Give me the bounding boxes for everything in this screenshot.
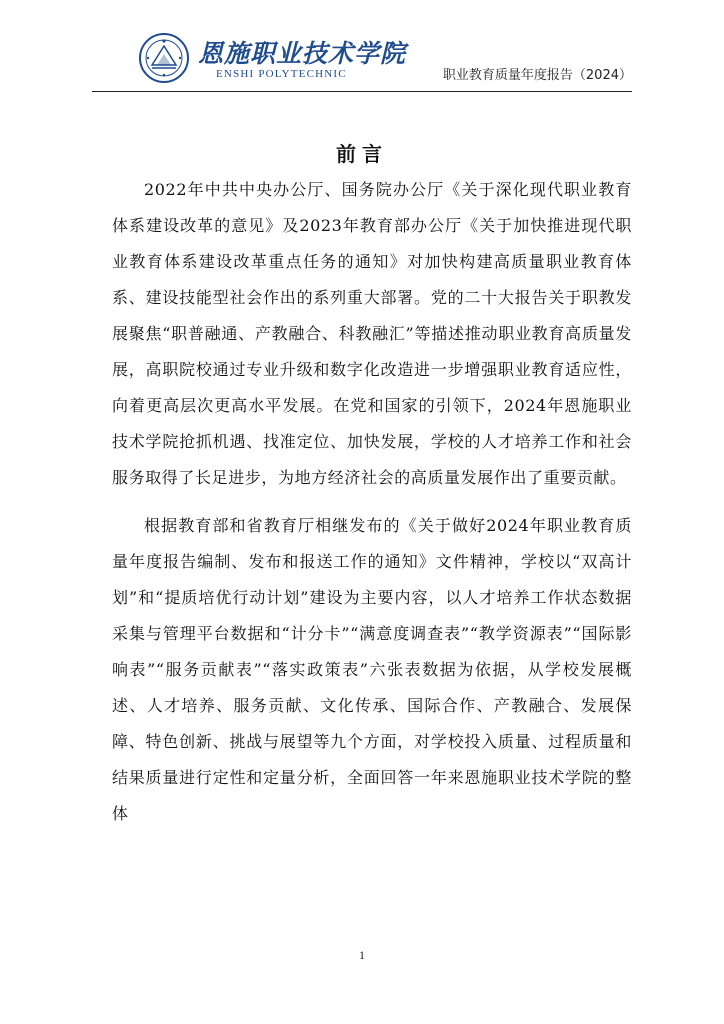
paragraph-2: 根据教育部和省教育厅相继发布的《关于做好2024年职业教育质量年度报告编制、发布和报送工作的通知》文件精神，学校以“双高计划”和“提质培优行动计划”建设为主要内容，以人才培养工作状态数据采集与管理平台数据和“计分卡”“满意度调查表”“教学资源表”“国际影响表”“服务贡献表”“落实政策表”六张表数据为依据，从学校发展概述、人才培养、服务贡献、文化传承、国际合作、产教融合、发展保障、特色创新、挑战与展望等九个方面，对学校投入质量、过程质量和结果质量进行定性和定量分析，全面回答一年来恩施职业技术学院的整体 <box>112 516 632 823</box>
document-body <box>112 172 632 844</box>
school-logo <box>138 32 407 88</box>
document-heading: 前言 <box>336 142 388 166</box>
report-title: 职业教育质量年度报告（2024） <box>442 68 632 83</box>
page-header <box>92 28 632 90</box>
paragraph-1: 2022年中共中央办公厅、国务院办公厅《关于深化现代职业教育体系建设改革的意见》及2023年教育部办公厅《关于加快推进现代职业教育体系建设改革重点任务的通知》对加快构建高质量职业教育体系、建设技能型社会作出的系列重大部署。党的二十大报告关于职教发展聚焦“职普融通、产教融合、科教融汇”等描述推动职业教育高质量发展，高职院校通过专业升级和数字化改造进一步增强职业教育适应性，向着更高层次更高水平发展。在党和国家的引领下，2024年恩施职业技术学院抢抓机遇、找准定位、加快发展，学校的人才培养工作和社会服务取得了长足进步，为地方经济社会的高质量发展作出了重要贡献。 <box>112 180 632 487</box>
school-name-en: ENSHI POLYTECHNIC <box>216 68 347 80</box>
school-seal-icon <box>138 32 190 84</box>
page-number: 1 <box>359 948 365 962</box>
header-divider <box>92 91 632 92</box>
school-name-cn: 恩施职业技术学院 <box>198 39 407 68</box>
